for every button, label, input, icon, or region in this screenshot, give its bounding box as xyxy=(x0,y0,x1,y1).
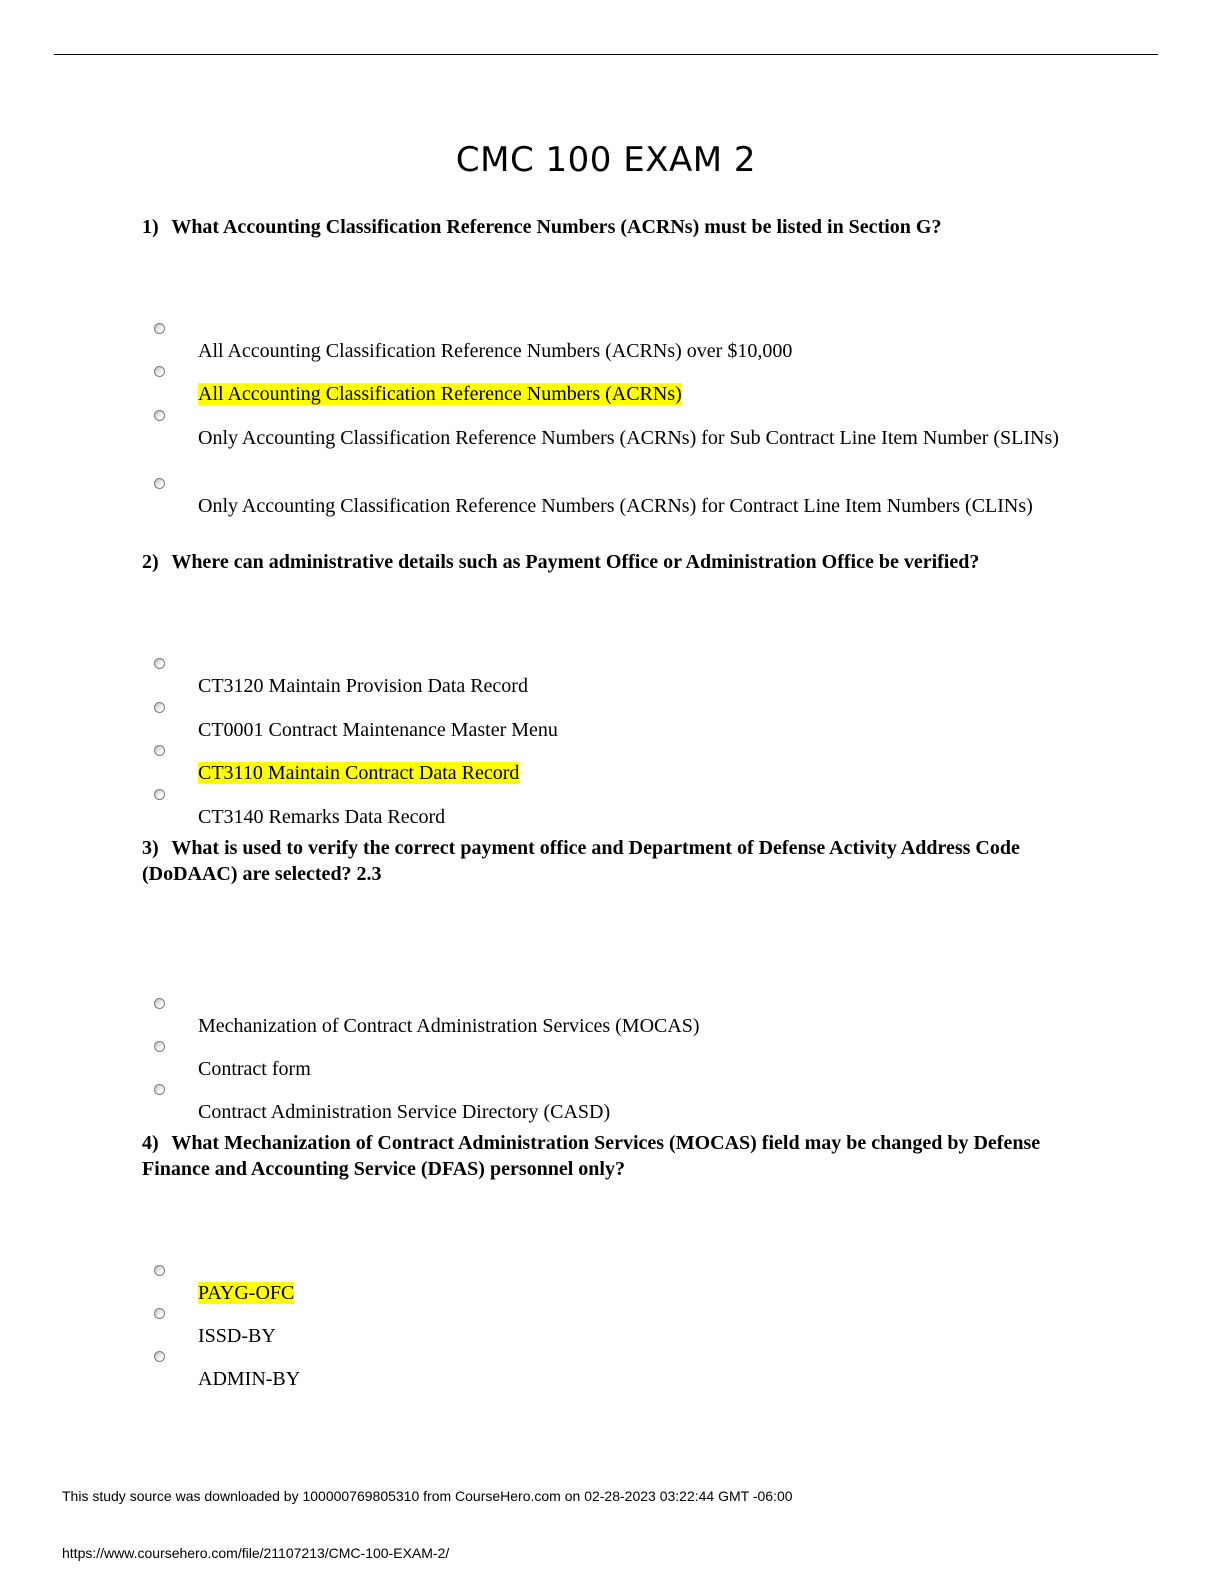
q3-option-1[interactable]: Mechanization of Contract Administration Services (MOCAS) xyxy=(142,1014,1072,1039)
radio-button-icon[interactable] xyxy=(154,702,165,713)
highlighted-answer: All Accounting Classification Reference Numbers (ACRNs) xyxy=(198,383,682,405)
source-url[interactable]: https://www.coursehero.com/file/21107213/CMC-100-EXAM-2/ xyxy=(62,1545,450,1561)
q2-option-2[interactable]: CT0001 Contract Maintenance Master Menu xyxy=(142,718,1072,743)
question-1: 1) What Accounting Classification Reference Numbers (ACRNs) must be listed in Section G? xyxy=(142,216,942,238)
radio-button-icon[interactable] xyxy=(154,1308,165,1319)
download-note: This study source was downloaded by 100000769805310 from CourseHero.com on 02-28-2023 03:22:44 GMT -06:00 xyxy=(62,1488,793,1504)
q1-option-2[interactable] xyxy=(142,382,1072,407)
q3-option-2[interactable]: Contract form xyxy=(142,1057,1072,1082)
radio-button-icon[interactable] xyxy=(154,1351,165,1362)
question-2-text: Where can administrative details such as Payment Office or Administration Office be verified? xyxy=(171,551,980,573)
radio-button-icon[interactable] xyxy=(154,658,165,669)
radio-button-icon[interactable] xyxy=(154,323,165,334)
radio-button-icon[interactable] xyxy=(154,1084,165,1095)
highlighted-answer: PAYG-OFC xyxy=(198,1282,295,1304)
q2-option-4[interactable]: CT3140 Remarks Data Record xyxy=(142,805,1072,830)
radio-button-icon[interactable] xyxy=(154,366,165,377)
page-title: CMC 100 EXAM 2 xyxy=(455,140,757,180)
question-3: 3) What is used to verify the correct payment office and Department of Defense Activity Address Code (DoDAAC) are selected? 2.3 xyxy=(142,837,1020,885)
question-3-text: What is used to verify the correct payment office and Department of Defense Activity Address Code (DoDAAC) are selected? 2.3 xyxy=(142,837,1020,885)
radio-button-icon[interactable] xyxy=(154,410,165,421)
q3-option-3[interactable]: Contract Administration Service Directory (CASD) xyxy=(142,1100,1072,1125)
q2-option-3[interactable] xyxy=(142,761,1072,786)
highlighted-answer: CT3110 Maintain Contract Data Record xyxy=(198,762,520,784)
question-4-text: What Mechanization of Contract Administration Services (MOCAS) field may be changed by Defense Finance and Accounting Service (DFAS) personnel only? xyxy=(142,1132,1041,1180)
question-1-text: What Accounting Classification Reference Numbers (ACRNs) must be listed in Section G? xyxy=(171,216,942,238)
radio-button-icon[interactable] xyxy=(154,998,165,1009)
q1-option-1[interactable]: All Accounting Classification Reference Numbers (ACRNs) over $10,000 xyxy=(142,339,1072,364)
header-rule xyxy=(54,54,1158,55)
q1-option-4[interactable]: Only Accounting Classification Reference Numbers (ACRNs) for Contract Line Item Numbers (CLINs) xyxy=(142,494,1072,519)
radio-button-icon[interactable] xyxy=(154,1041,165,1052)
question-4: 4) What Mechanization of Contract Administration Services (MOCAS) field may be changed by Defense Finance and Accounting Service (DFAS) personnel only? xyxy=(142,1132,1041,1180)
q4-option-3[interactable]: ADMIN-BY xyxy=(142,1367,1072,1392)
radio-button-icon[interactable] xyxy=(154,745,165,756)
q4-option-2[interactable]: ISSD-BY xyxy=(142,1324,1072,1349)
radio-button-icon[interactable] xyxy=(154,478,165,489)
question-2: 2) Where can administrative details such as Payment Office or Administration Office be verified? xyxy=(142,551,980,573)
q2-option-1[interactable]: CT3120 Maintain Provision Data Record xyxy=(142,674,1072,699)
radio-button-icon[interactable] xyxy=(154,789,165,800)
q4-option-1[interactable] xyxy=(142,1281,1072,1306)
q1-option-3[interactable]: Only Accounting Classification Reference Numbers (ACRNs) for Sub Contract Line Item Number (SLINs) xyxy=(142,426,1072,451)
radio-button-icon[interactable] xyxy=(154,1265,165,1276)
